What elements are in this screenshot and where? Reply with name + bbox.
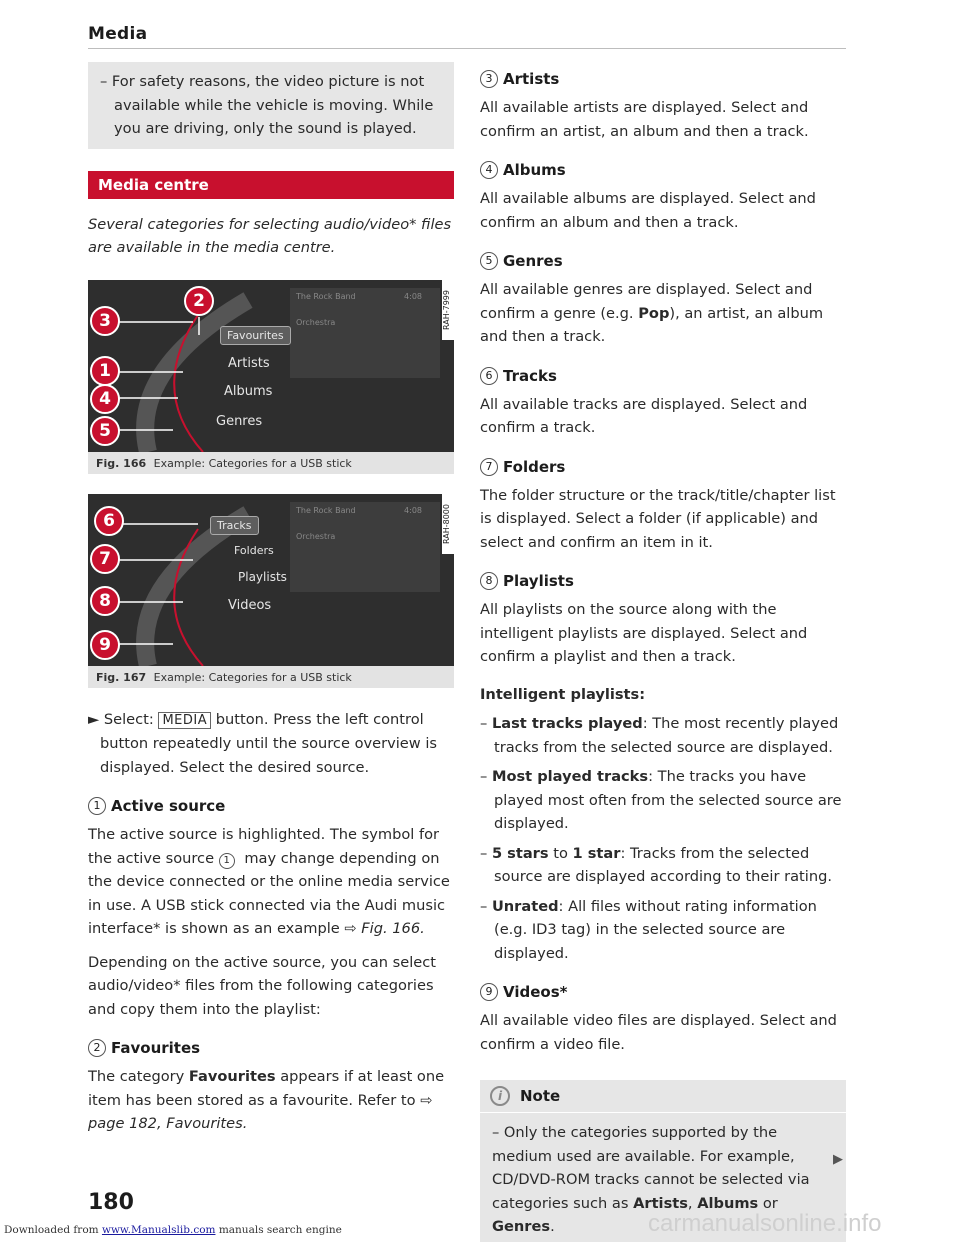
circle-number: 1 <box>88 797 106 815</box>
intelligent-list <box>480 712 846 965</box>
caption-text: Example: Categories for a USB stick <box>153 670 352 684</box>
videos-title: Videos* <box>503 983 568 1001</box>
panel-time: 4:08 <box>404 291 422 301</box>
callout-3: 3 <box>90 306 120 336</box>
safety-note-text: – For safety reasons, the video picture is not available while the vehicle is moving. While you are driving, only the sound is played. <box>100 73 434 137</box>
favourites-body <box>88 1065 454 1136</box>
note-header <box>480 1080 846 1113</box>
caption-label: Fig. 166 <box>96 456 147 470</box>
genres-heading <box>480 252 846 270</box>
step-pre: Select: <box>103 710 154 728</box>
playlists-title: Playlists <box>503 572 574 590</box>
watermark: carmanualsonline.info <box>648 1210 882 1237</box>
note-or: or <box>762 1194 778 1212</box>
genres-body <box>480 278 846 349</box>
callout-7: 7 <box>90 544 120 574</box>
item-bold: Unrated <box>491 897 559 915</box>
page-header: Media <box>88 24 148 44</box>
item-text: : All files without rating information (e.g. ID3 tag) in the selected source are displayed. <box>494 897 817 962</box>
dash: – <box>480 768 488 785</box>
instruction-step <box>88 708 454 780</box>
artists-heading <box>480 70 846 88</box>
fig-reference[interactable]: ⇨ Fig. 166. <box>344 920 425 937</box>
item-mid: to <box>548 844 573 862</box>
genres-post: ), an artist, an album and then a track. <box>480 304 824 345</box>
item-text: : Tracks from the selected source are displayed according to their rating. <box>494 844 832 885</box>
continue-arrow-icon: ▶ <box>833 1152 843 1167</box>
dash: – <box>480 715 488 732</box>
figure-166-panel <box>290 288 440 378</box>
menu-videos: Videos <box>228 597 272 613</box>
section-title: Media centre <box>88 171 454 199</box>
caption-text: Example: Categories for a USB stick <box>153 456 352 470</box>
step-bullet: ► <box>88 710 100 728</box>
figure-166 <box>88 280 454 474</box>
circle-number: 8 <box>480 572 498 590</box>
folders-title: Folders <box>503 457 566 476</box>
albums-title: Albums <box>503 161 566 179</box>
active-body-text-1: The active source is highlighted. The symbol for the active source <box>88 826 440 867</box>
left-column <box>88 62 454 1136</box>
menu-artists: Artists <box>228 355 270 371</box>
figure-167-image <box>88 494 454 666</box>
tracks-heading <box>480 367 846 385</box>
item-bold-2: 1 star <box>572 844 621 862</box>
note-text: – Only the categories supported by the medium used are available. For example, CD/DVD-ROM tracks cannot be selected via categories such as <box>492 1124 810 1212</box>
callout-9: 9 <box>90 630 120 660</box>
albums-body: All available albums are displayed. Select and confirm an album and then a track. <box>480 190 816 231</box>
panel-track: The Rock Band <box>296 505 356 515</box>
dash: – <box>480 897 488 915</box>
circle-number: 7 <box>480 458 498 476</box>
active-source-title: Active source <box>111 797 226 815</box>
fav-pre: The category <box>88 1068 185 1085</box>
menu-favourites: Favourites <box>220 326 291 345</box>
note-end: . <box>550 1218 555 1235</box>
note-bold-artists: Artists <box>633 1194 688 1212</box>
favourites-title: Favourites <box>111 1039 201 1057</box>
depending-paragraph: Depending on the active source, you can select audio/video* files from the following categories and copy them into the playlist: <box>88 953 436 1018</box>
playlists-heading <box>480 572 846 590</box>
callout-2: 2 <box>184 286 214 316</box>
figure-166-image <box>88 280 454 452</box>
media-key: MEDIA <box>158 712 211 729</box>
menu-tracks: Tracks <box>210 516 259 535</box>
dash: – <box>480 844 488 862</box>
list-item <box>480 842 846 889</box>
item-bold: Most played tracks <box>491 768 649 785</box>
list-item <box>480 895 846 966</box>
active-source-heading <box>88 797 454 815</box>
active-body-text-2: may change depending on the device connected or the online media service in use. A USB stick connected via the Audi music interface* is shown as an example <box>88 849 450 937</box>
menu-folders: Folders <box>234 543 274 557</box>
footer <box>4 1224 342 1236</box>
videos-body: All available video files are displayed. Select and confirm a video file. <box>480 1012 837 1053</box>
tracks-body: All available tracks are displayed. Select and confirm a track. <box>480 395 808 436</box>
note-comma: , <box>687 1194 693 1212</box>
tracks-title: Tracks <box>503 366 557 385</box>
item-text: : The tracks you have played most often from the selected source are displayed. <box>494 768 842 832</box>
figure-167 <box>88 494 454 688</box>
artists-title: Artists <box>503 70 560 88</box>
albums-heading <box>480 161 846 179</box>
footer-link[interactable]: www.Manualslib.com <box>101 1224 216 1236</box>
item-bold: 5 stars <box>491 844 549 862</box>
note-bold-albums: Albums <box>697 1194 759 1212</box>
fav-post: appears if at least one item has been stored as a favourite. Refer to <box>88 1068 445 1109</box>
intelligent-heading: Intelligent playlists: <box>480 685 646 703</box>
menu-albums: Albums <box>224 383 273 399</box>
menu-genres: Genres <box>216 413 263 429</box>
playlists-body: All playlists on the source along with the intelligent playlists are displayed. Select and confirm a playlist and then a track. <box>480 601 808 665</box>
genres-title: Genres <box>503 252 563 270</box>
folders-heading <box>480 458 846 476</box>
active-source-body <box>88 823 454 941</box>
figure-167-caption <box>88 666 454 688</box>
panel-time: 4:08 <box>404 505 422 515</box>
note-title: Note <box>520 1087 561 1105</box>
page-number: 180 <box>88 1190 134 1215</box>
circle-number: 2 <box>88 1039 106 1057</box>
footer-post: manuals search engine <box>218 1224 342 1236</box>
right-column <box>480 62 846 1242</box>
folders-body: The folder structure or the track/title/chapter list is displayed. Select a folder (if applicable) and select and confirm an item in it. <box>480 486 836 551</box>
callout-4: 4 <box>90 384 120 414</box>
panel-artist: Orchestra <box>296 531 336 541</box>
callout-6: 6 <box>94 506 124 536</box>
caption-label: Fig. 167 <box>96 670 147 684</box>
safety-note <box>88 62 454 149</box>
circle-number: 5 <box>480 252 498 270</box>
callout-1: 1 <box>90 356 120 386</box>
figure-166-id: RAH-7999 <box>442 280 454 340</box>
circle-number: 6 <box>480 367 498 385</box>
panel-track: The Rock Band <box>296 291 356 301</box>
genres-pre: All available genres are displayed. Select and confirm a genre (e.g. <box>480 281 813 322</box>
circle-number: 4 <box>480 161 498 179</box>
item-bold: Last tracks played <box>491 715 643 732</box>
figure-166-caption <box>88 452 454 474</box>
panel-artist: Orchestra <box>296 317 336 327</box>
menu-playlists: Playlists <box>238 569 287 584</box>
videos-heading <box>480 983 846 1001</box>
artists-body: All available artists are displayed. Select and confirm an artist, an album and then a track. <box>480 99 809 140</box>
section-intro: Several categories for selecting audio/video* files are available in the media centre. <box>88 215 452 256</box>
list-item <box>480 765 846 836</box>
fav-bold: Favourites <box>188 1068 276 1085</box>
step-post: button. Press the left control button repeatedly until the source overview is displayed. Select the desired source. <box>100 710 438 776</box>
figure-167-id: RAH-8000 <box>442 494 454 554</box>
item-text: : The most recently played tracks from the selected source are displayed. <box>494 715 839 756</box>
circle-number: 3 <box>480 70 498 88</box>
figure-167-panel <box>290 502 440 592</box>
info-icon: i <box>490 1086 510 1106</box>
header-rule <box>88 48 846 49</box>
circle-number: 9 <box>480 983 498 1001</box>
list-item <box>480 712 846 759</box>
callout-8: 8 <box>90 586 120 616</box>
favourites-heading <box>88 1039 454 1057</box>
page-reference[interactable]: ⇨ page 182, Favourites. <box>88 1091 433 1132</box>
genres-bold: Pop <box>638 304 670 322</box>
callout-5: 5 <box>90 416 120 446</box>
circle-number-inline: 1 <box>219 853 235 869</box>
footer-pre: Downloaded from <box>4 1224 99 1236</box>
note-bold-genres: Genres <box>492 1218 551 1235</box>
